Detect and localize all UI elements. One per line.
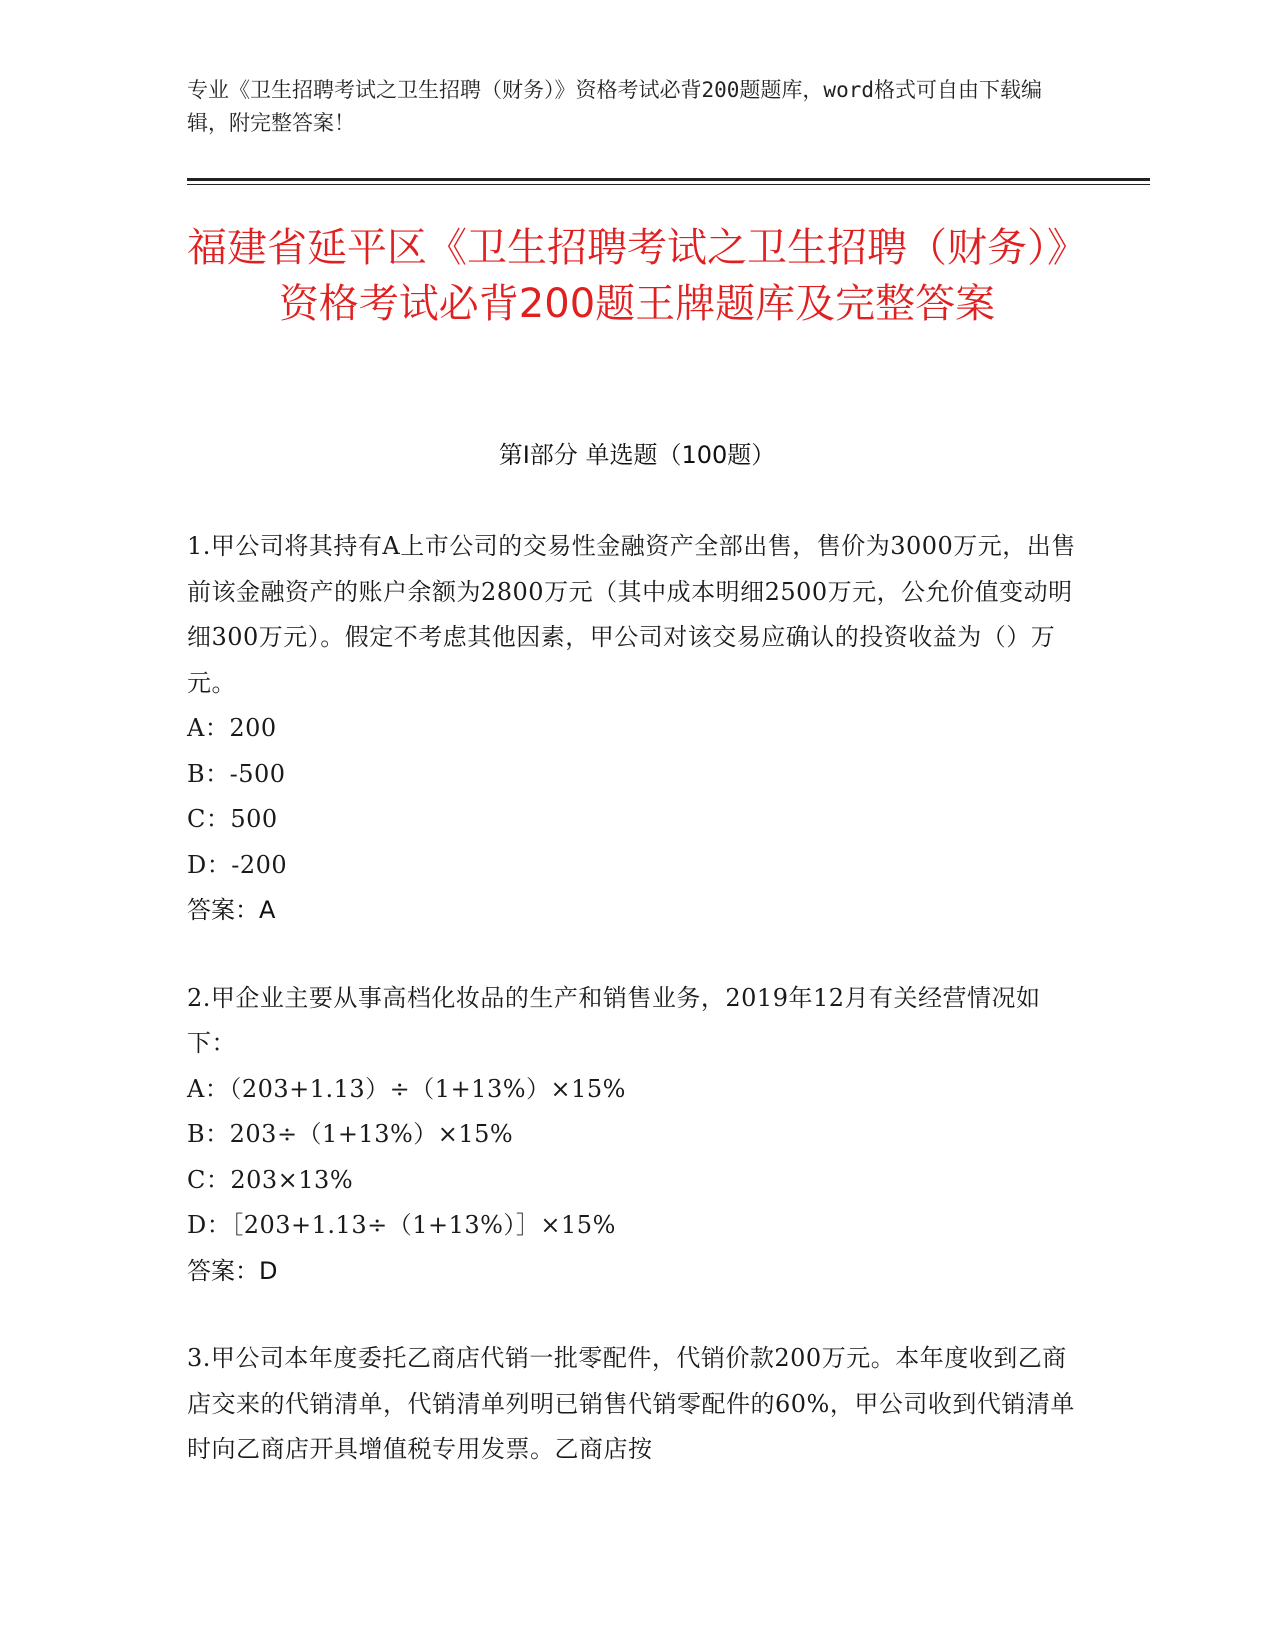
option-d: D：-200 <box>187 850 288 879</box>
header-divider-thin <box>187 184 1150 185</box>
question-3 <box>187 1336 1087 1473</box>
option-c: C：203×13% <box>187 1165 354 1194</box>
question-2 <box>187 976 1087 1295</box>
document-title: 福建省延平区《卫生招聘考试之卫生招聘（财务）》资格考试必背200题王牌题库及完整答案 <box>187 225 1087 327</box>
question-stem: 1.甲公司将其持有A上市公司的交易性金融资产全部出售，售价为3000万元，出售前该金融资产的账户余额为2800万元（其中成本明细2500万元，公允价值变动明细300万元）。假定不考虑其他因素，甲公司对该交易应确认的投资收益为（）万元。 <box>187 532 1076 697</box>
option-a: A：200 <box>187 714 277 742</box>
header-divider-thick <box>187 178 1150 181</box>
question-list <box>187 524 1087 1515</box>
option-d: D：［203+1.13÷（1+13%）］×15% <box>187 1211 616 1239</box>
option-c: C：500 <box>187 805 278 833</box>
answer-label: 答案：A <box>187 896 276 924</box>
option-b: B：-500 <box>187 759 286 788</box>
section-heading: 第I部分 单选题（100题） <box>498 441 776 469</box>
answer-label: 答案：D <box>187 1256 278 1285</box>
header-note: 专业《卫生招聘考试之卫生招聘（财务）》资格考试必背200题题库，word格式可自由下载编辑，附完整答案！ <box>187 78 1042 135</box>
question-1 <box>187 524 1087 934</box>
option-a: A：（203+1.13）÷（1+13%）×15% <box>187 1074 626 1103</box>
question-stem: 2.甲企业主要从事高档化妆品的生产和销售业务，2019年12月有关经营情况如下： <box>187 983 1041 1057</box>
question-stem: 3.甲公司本年度委托乙商店代销一批零配件，代销价款200万元。本年度收到乙商店交来的代销清单，代销清单列明已销售代销零配件的60%，甲公司收到代销清单时向乙商店开具增值税专用发票。乙商店按 <box>187 1344 1075 1463</box>
option-b: B：203÷（1+13%）×15% <box>187 1120 514 1148</box>
